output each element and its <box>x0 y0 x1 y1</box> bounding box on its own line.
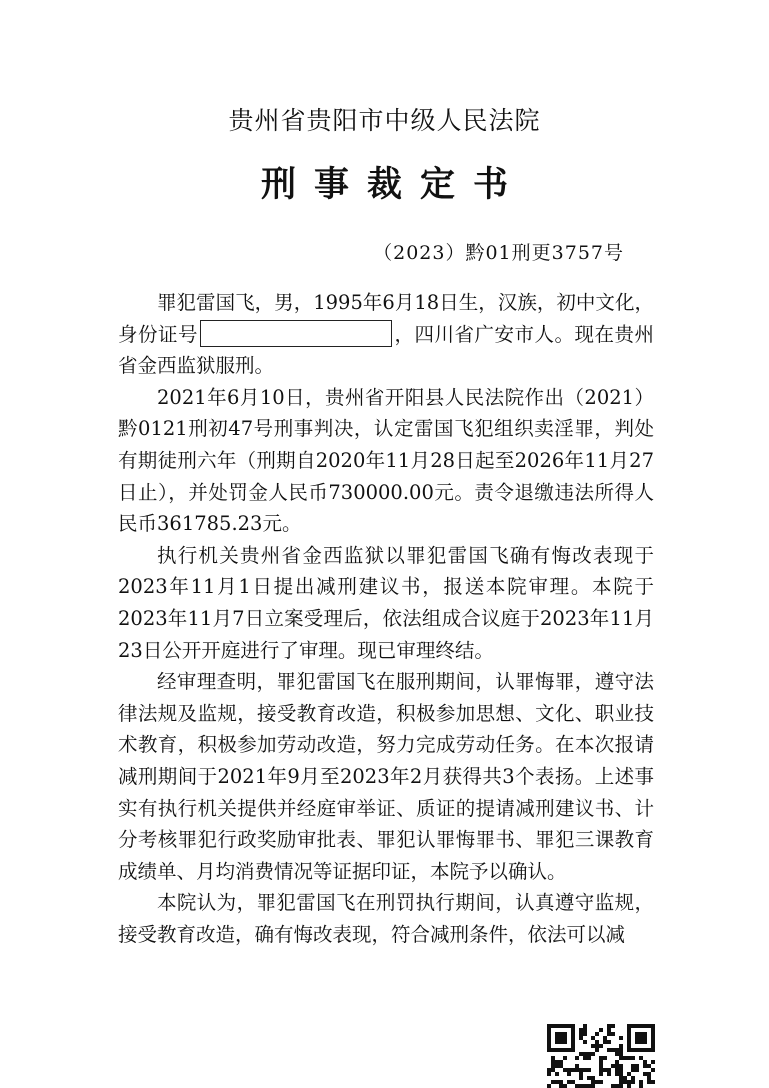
case-number: （2023）黔01刑更3757号 <box>373 242 624 264</box>
paragraph-findings: 经审理查明，罪犯雷国飞在服刑期间，认罪悔罪，遵守法律法规及监规，接受教育改造，积极参加思想、文化、职业技术教育，积极参加劳动改造，努力完成劳动任务。在本次报请减刑期间于2021年9月至2023年2月获得共3个表扬。上述事实有执行机关提供并经庭审举证、质证的提请减刑建议书、计分考核罪犯行政奖励审批表、罪犯认罪悔罪书、罪犯三课教育成绩单、月均消费情况等证据印证，本院予以确认。 <box>118 670 654 883</box>
defendant-info-text-cont: ，四川省广安市人。现在贵州省金西监狱服刑。 <box>118 322 654 378</box>
paragraph-procedure: 执行机关贵州省金西监狱以罪犯雷国飞确有悔改表现于2023年11月1日提出减刑建议书，报送本院审理。本院于2023年11月7日立案受理后，依法组成合议庭于2023年11月23日公开开庭进行了审理。现已审理终结。 <box>118 543 654 662</box>
qr-code-icon <box>547 1024 655 1088</box>
document-body <box>118 287 654 950</box>
document-title: 刑事裁定书 <box>260 164 526 205</box>
paragraph-defendant-info <box>118 287 654 382</box>
redacted-id-box <box>200 320 392 347</box>
defendant-info-text: 罪犯雷国飞，男，1995年6月18日生，汉族，初中文化，身份证号 <box>118 291 654 346</box>
paragraph-original-judgment: 2021年6月10日，贵州省开阳县人民法院作出（2021）黔0121刑初47号刑事判决，认定雷国飞犯组织卖淫罪，判处有期徒刑六年（刑期自2020年11月28日起至2026年11月27日止），并处罚金人民币730000.00元。责令退缴违法所得人民币361785.23元。 <box>118 385 654 536</box>
paragraph-court-opinion: 本院认为，罪犯雷国飞在刑罚执行期间，认真遵守监规，接受教育改造，确有悔改表现，符合减刑条件，依法可以减 <box>118 891 654 946</box>
court-name: 贵州省贵阳市中级人民法院 <box>228 106 541 135</box>
